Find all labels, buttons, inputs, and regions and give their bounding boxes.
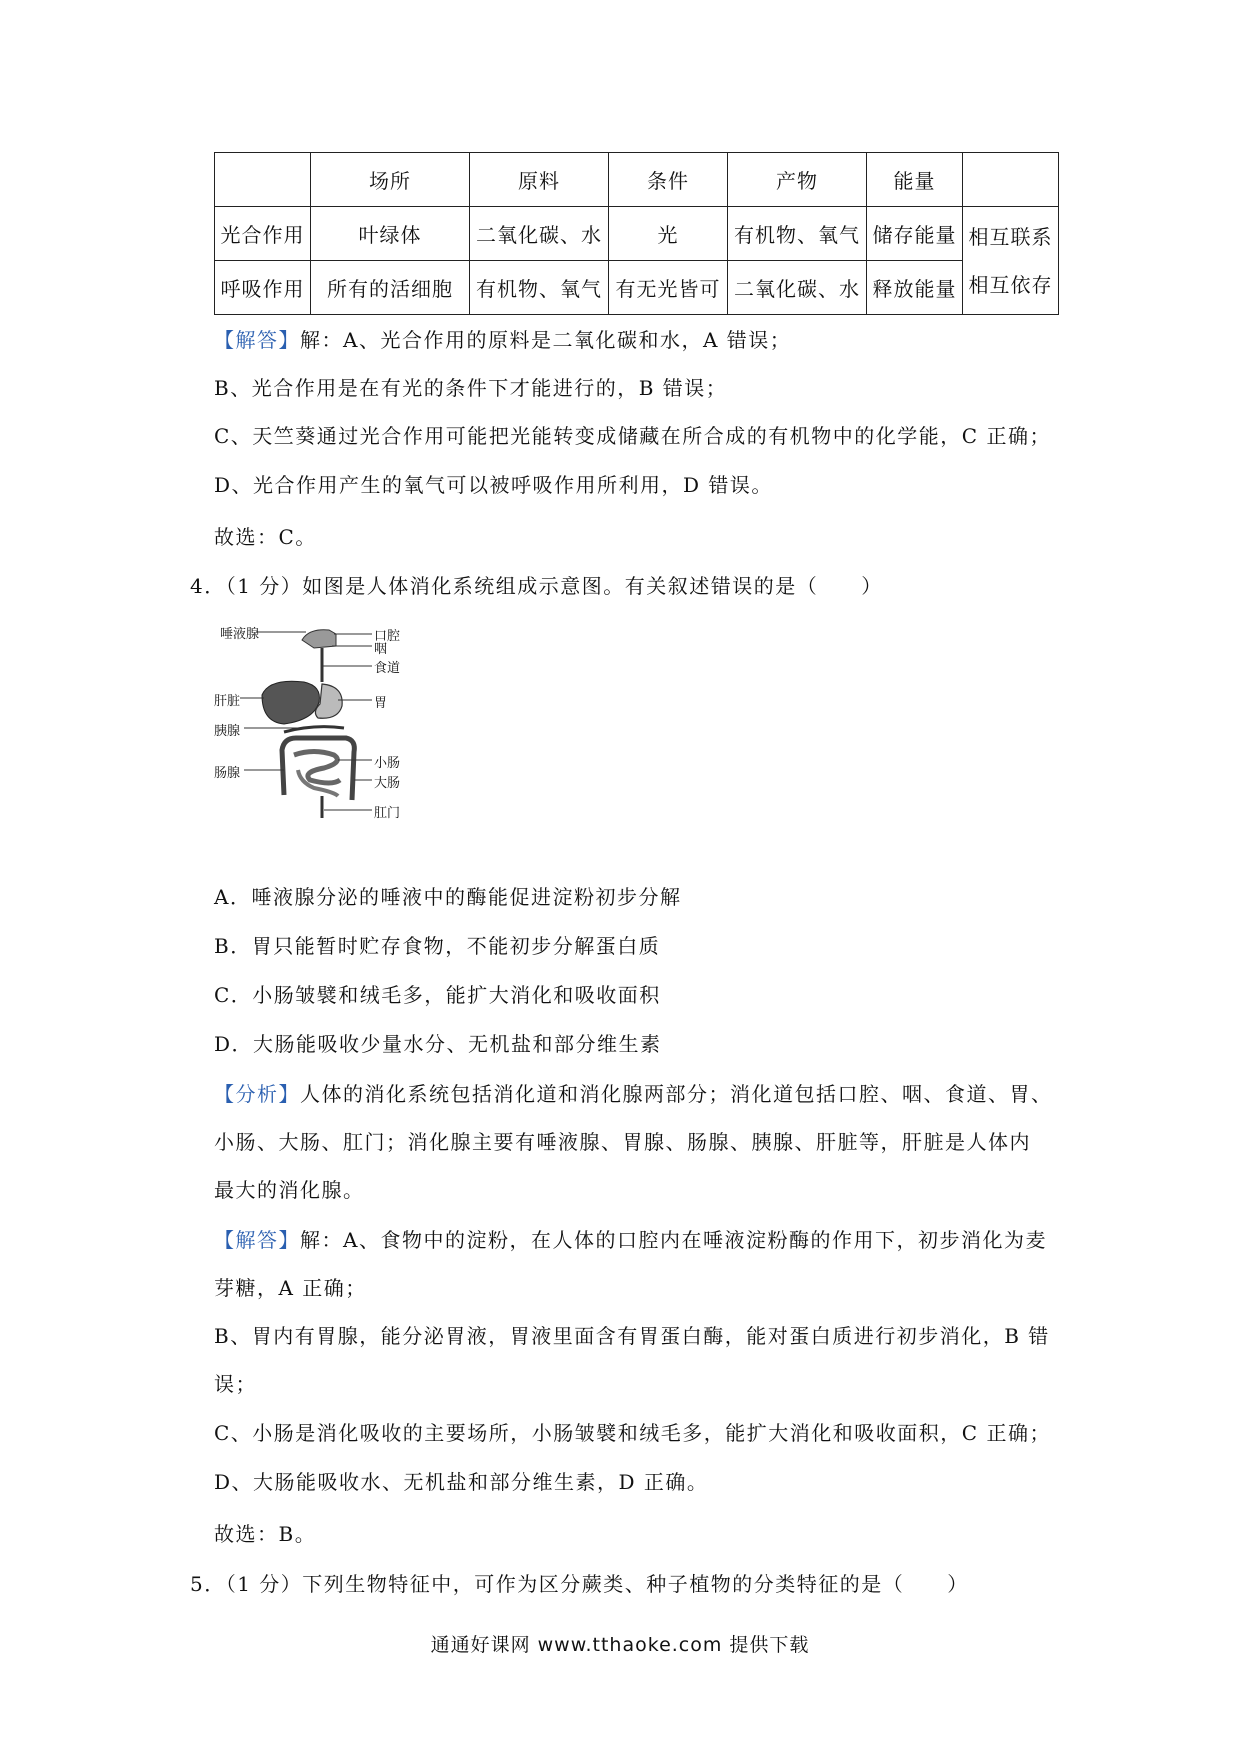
label-mouth: 口腔: [374, 629, 401, 644]
q4-stem: 4．（1 分）如图是人体消化系统组成示意图。有关叙述错误的是（ ）: [190, 574, 883, 598]
table-header-cell: [963, 153, 1059, 207]
table-header-cell: 场所: [311, 153, 470, 207]
answer-text: 解：A、光合作用的原料是二氧化碳和水，A 错误；: [300, 328, 792, 352]
q4-option-a: A．唾液腺分泌的唾液中的酶能促进淀粉初步分解: [214, 885, 682, 909]
label-anus: 肛门: [374, 806, 401, 821]
label-salivary-gland: 唾液腺: [220, 627, 260, 642]
table-cell: 呼吸作用: [215, 261, 311, 315]
table-cell: 光: [609, 207, 728, 261]
table-header-cell: [215, 153, 311, 207]
q4-analysis-line: 小肠、大肠、肛门；消化腺主要有唾液腺、胃腺、肠腺、胰腺、肝脏等，肝脏是人体内: [214, 1130, 1031, 1154]
label-liver: 肝脏: [214, 694, 241, 709]
table-row: [215, 261, 1059, 315]
q3-answer-line: B、光合作用是在有光的条件下才能进行的，B 错误；: [214, 376, 728, 400]
label-esophagus: 食道: [374, 661, 401, 676]
table-cell: 释放能量: [867, 261, 963, 315]
table-cell: 所有的活细胞: [311, 261, 470, 315]
q3-answer-line: [214, 326, 791, 354]
q3-answer-line: D、光合作用产生的氧气可以被呼吸作用所利用，D 错误。: [214, 473, 773, 497]
relation-line: 相互联系: [968, 224, 1053, 249]
q4-analysis-line: [214, 1080, 1053, 1108]
q4-choice: 故选：B。: [214, 1522, 317, 1546]
table-cell: 有机物、氧气: [728, 207, 867, 261]
label-large-intestine: 大肠: [374, 776, 401, 791]
page-footer: 通通好课网 www.tthaoke.com 提供下载: [430, 1634, 810, 1656]
label-intestinal-gland: 肠腺: [214, 766, 241, 781]
analysis-text: 人体的消化系统包括消化道和消化腺两部分；消化道包括口腔、咽、食道、胃、: [300, 1082, 1053, 1106]
q4-option-c: C．小肠皱襞和绒毛多，能扩大消化和吸收面积: [214, 983, 661, 1007]
relation-cell: [963, 207, 1059, 315]
table-header-cell: 条件: [609, 153, 728, 207]
table-cell: 光合作用: [215, 207, 311, 261]
answer-tag: 【解答】: [214, 328, 300, 352]
table-header-row: [215, 153, 1059, 207]
table-row: [215, 207, 1059, 261]
q3-answer-line: C、天竺葵通过光合作用可能把光能转变成储藏在所合成的有机物中的化学能，C 正确；: [214, 424, 1051, 448]
table-header-cell: 原料: [470, 153, 609, 207]
q4-answer-line: [214, 1226, 1047, 1254]
q4-analysis-line: 最大的消化腺。: [214, 1178, 365, 1202]
q5-stem: 5．（1 分）下列生物特征中，可作为区分蕨类、种子植物的分类特征的是（ ）: [190, 1572, 969, 1596]
q4-answer-line: C、小肠是消化吸收的主要场所，小肠皱襞和绒毛多，能扩大消化和吸收面积，C 正确；: [214, 1421, 1051, 1445]
analysis-tag: 【分析】: [214, 1082, 300, 1106]
q4-answer-line: 误；: [214, 1372, 257, 1396]
table-cell: 二氧化碳、水: [470, 207, 609, 261]
q4-answer-line: B、胃内有胃腺，能分泌胃液，胃液里面含有胃蛋白酶，能对蛋白质进行初步消化，B 错: [214, 1324, 1050, 1348]
label-small-intestine: 小肠: [374, 756, 401, 771]
digestive-system-diagram: [214, 620, 414, 830]
table-cell: 二氧化碳、水: [728, 261, 867, 315]
q4-answer-line: 芽糖，A 正确；: [214, 1276, 367, 1300]
table-cell: 储存能量: [867, 207, 963, 261]
q4-answer-line: D、大肠能吸收水、无机盐和部分维生素，D 正确。: [214, 1470, 709, 1494]
q4-option-d: D．大肠能吸收少量水分、无机盐和部分维生素: [214, 1032, 662, 1056]
label-pharynx: 咽: [374, 642, 388, 657]
answer-text: 解：A、食物中的淀粉，在人体的口腔内在唾液淀粉酶的作用下，初步消化为麦: [300, 1228, 1047, 1252]
table-header-cell: 能量: [867, 153, 963, 207]
table-cell: 有无光皆可: [609, 261, 728, 315]
answer-tag: 【解答】: [214, 1228, 300, 1252]
table-cell: 叶绿体: [311, 207, 470, 261]
table-cell: 有机物、氧气: [470, 261, 609, 315]
relation-line: 相互依存: [968, 272, 1053, 297]
label-pancreas: 胰腺: [214, 724, 241, 739]
table-header-cell: 产物: [728, 153, 867, 207]
comparison-table: [214, 152, 1059, 315]
q3-choice: 故选：C。: [214, 525, 317, 549]
label-stomach: 胃: [374, 696, 388, 711]
q4-option-b: B．胃只能暂时贮存食物，不能初步分解蛋白质: [214, 934, 661, 958]
